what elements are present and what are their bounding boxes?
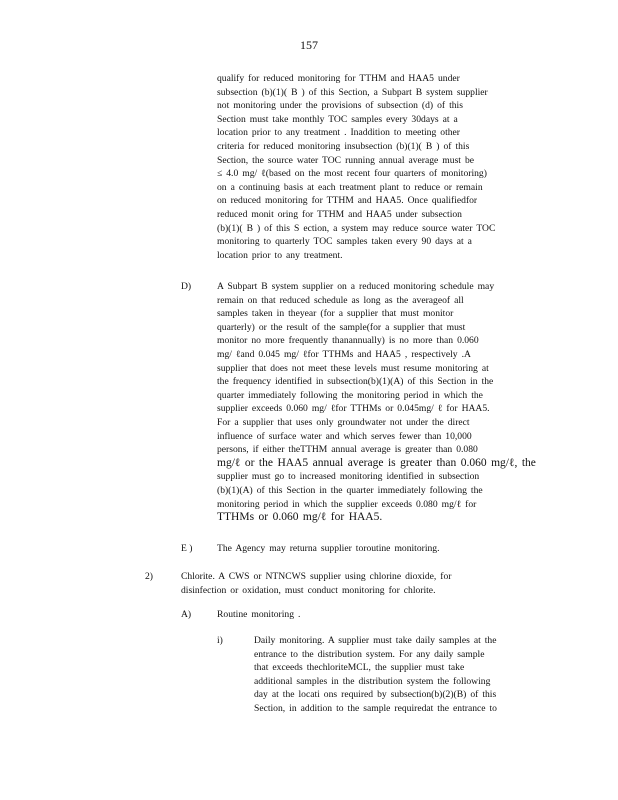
item-marker-d: D) [181, 281, 192, 292]
text-line: Chlorite. A CWS or NTNCWS supplier using chlorine dioxide, for [181, 571, 452, 582]
item-i-paragraph [254, 634, 540, 716]
text-line: supplier exceeds 0.060 mg/ ℓfor TTHMs or 0.045mg/ ℓ for HAA5. [217, 403, 490, 415]
item-marker-e: E ) [181, 543, 193, 554]
text-line: location prior to any treatment. [217, 249, 343, 261]
text-line: Section, the source water TOC running annual average must be [217, 154, 475, 166]
text-line: not monitoring under the provisions of subsection (d) of this [217, 100, 463, 112]
text-line: Section, in addition to the sample requiredat the entrance to [254, 702, 497, 714]
text-line: TTHMs or 0.060 mg/ℓ for HAA5. [217, 511, 383, 524]
text-line: Routine monitoring . [217, 609, 301, 620]
text-line: The Agency may returna supplier toroutine monitoring. [217, 543, 440, 554]
item-a-heading [217, 608, 417, 622]
text-line: mg/ ℓand 0.045 mg/ ℓfor TTHMs and HAA5 , respectively .A [217, 348, 471, 360]
text-line: Daily monitoring. A supplier must take daily samples at the [254, 635, 497, 646]
item-e-paragraph [217, 542, 537, 556]
text-line: (b)(1)( B ) of this S ection, a system may reduce source water TOC [217, 222, 496, 234]
text-line: monitoring to quarterly TOC samples taken every 90 days at a [217, 236, 472, 248]
text-line: on a continuing basis at each treatment plant to reduce or remain [217, 181, 483, 193]
page-number: 157 [300, 38, 318, 52]
text-line: day at the locati ons required by subsection(b)(2)(B) of this [254, 689, 497, 701]
text-line: quarterly) or the result of the sample(for a supplier that must [217, 321, 466, 333]
text-line: criteria for reduced monitoring insubsection (b)(1)( B ) of this [217, 140, 470, 152]
text-line: monitor no more frequently thanannually) is no more than 0.060 [217, 335, 479, 347]
text-line: quarter immediately following the monitoring period in which the [217, 389, 483, 401]
text-line: (b)(1)(A) of this Section in the quarter immediately following the [217, 484, 483, 496]
text-line: influence of surface water and which serves fewer than 10,000 [217, 430, 472, 442]
text-line: mg/ℓ or the HAA5 annual average is greater than 0.060 mg/ℓ, the [217, 456, 536, 469]
text-line: entrance to the distribution system. For any daily sample [254, 648, 485, 660]
item-2-paragraph [181, 570, 501, 597]
text-line: remain on that reduced schedule as long as the averageof all [217, 294, 464, 306]
item-d-paragraph [217, 280, 541, 525]
text-line: persons, if either theTTHM annual average is greater than 0.080 [217, 444, 478, 456]
text-line: Section must take monthly TOC samples every 30days at a [217, 113, 458, 125]
item-marker-a: A) [181, 609, 192, 620]
text-line: supplier that does not meet these levels must resume monitoring at [217, 362, 489, 374]
text-line: disinfection or oxidation, must conduct monitoring for chlorite. [181, 584, 436, 596]
text-line: qualify for reduced monitoring for TTHM and HAA5 under [217, 73, 460, 84]
text-line: ≤ 4.0 mg/ ℓ(based on the most recent four quarters of monitoring) [217, 168, 487, 180]
text-line: reduced monit oring for TTHM and HAA5 under subsection [217, 208, 462, 220]
continuation-paragraph [217, 72, 533, 262]
text-line: samples taken in theyear (for a supplier that must monitor [217, 308, 454, 320]
text-line: monitoring period in which the supplier exceeds 0.080 mg/ℓ for [217, 498, 477, 510]
item-marker-2: 2) [145, 571, 153, 582]
text-line: A Subpart B system supplier on a reduced monitoring schedule may [217, 281, 495, 292]
text-line: additional samples in the distribution system the following [254, 675, 491, 687]
text-line: the frequency identified in subsection(b)(1)(A) of this Section in the [217, 376, 494, 388]
text-line: on reduced monitoring for TTHM and HAA5. Once qualifiedfor [217, 195, 478, 207]
text-line: that exceeds thechloriteMCL, the supplier must take [254, 662, 465, 674]
text-line: For a supplier that uses only groundwater not under the direct [217, 416, 470, 428]
item-marker-i: i) [217, 635, 223, 646]
text-line: subsection (b)(1)( B ) of this Section, a Subpart B system supplier [217, 86, 488, 98]
text-line: location prior to any treatment . Inaddition to meeting other [217, 127, 460, 139]
text-line: supplier must go to increased monitoring identified in subsection [217, 471, 480, 483]
